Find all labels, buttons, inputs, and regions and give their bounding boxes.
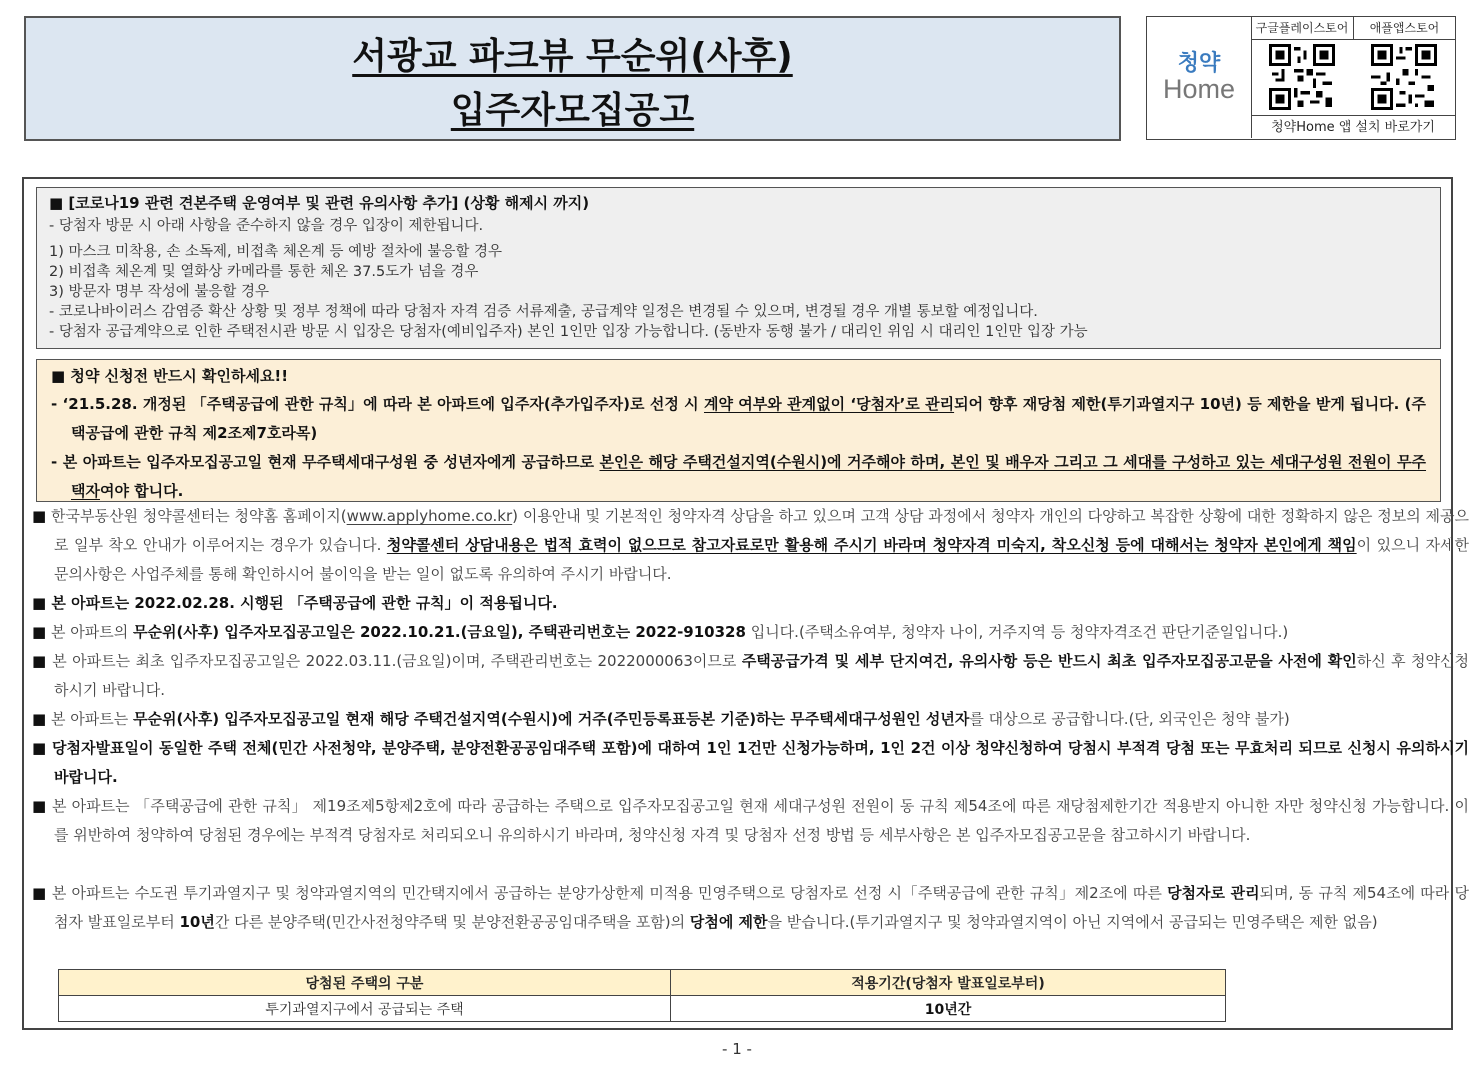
table-header: 당첨된 주택의 구분 bbox=[59, 970, 671, 996]
restriction-period-table bbox=[58, 969, 1226, 1022]
covid-item: - 코로나바이러스 감염증 확산 상황 및 정부 정책에 따라 당첨자 자격 검증 서류제출, 공급계약 일정은 변경될 수 있으며, 변경될 경우 개별 통보할 예정입니다. bbox=[49, 304, 1038, 320]
title-line-2: 입주자모집공고 bbox=[450, 90, 695, 131]
covid-item: - 당첨자 공급계약으로 인한 주택전시관 방문 시 입장은 당첨자(예비입주자) 본인 1인만 입장 가능합니다. (동반자 동행 불가 / 대리인 위임 시 대리인 1인만 입장 가능 bbox=[49, 324, 1088, 340]
table-header: 적용기간(당첨자 발표일로부터) bbox=[671, 970, 1226, 996]
table-header-row bbox=[59, 970, 1226, 996]
applyhome-link[interactable]: www.applyhome.co.kr bbox=[346, 507, 513, 525]
notice-eligibility: ■ 본 아파트는 무순위(사후) 입주자모집공고일 현재 해당 주택건설지역(수원시)에 거주(주민등록표등본 기준)하는 무주택세대구성원인 성년자를 대상으로 공급합니다.(단, 외국인은 청약 불가) bbox=[32, 710, 1290, 728]
logo-korean: 청약 bbox=[1177, 50, 1221, 76]
apple-store-qr-icon[interactable] bbox=[1371, 44, 1437, 110]
notice-winner-management: ■ 본 아파트는 수도권 투기과열지구 및 청약과열지역의 민간택지에서 공급하는 분양가상한제 미적용 민영주택으로 당첨자로 선정 시「주택공급에 관한 규칙」제2조에 따른 당첨자로 관리되며, 동 규칙 제54조에 따라 당첨자 발표일로부터 10년간 다른 분양주택(민간사전청약주택 및 분양전환공공임대주택을 포함)의 당첨에 제한을 받습니다.(투기과열지구 및 청약과열지역이 아닌 지역에서 공급되는 민영주택은 제한 없음) bbox=[32, 884, 1469, 931]
google-play-qr-icon[interactable] bbox=[1269, 44, 1335, 110]
applyhome-logo bbox=[1147, 17, 1252, 138]
table-cell: 투기과열지구에서 공급되는 주택 bbox=[59, 996, 671, 1022]
table-cell: 10년간 bbox=[671, 996, 1226, 1022]
covid-heading: ■ [코로나19 관련 견본주택 운영여부 및 관련 유의사항 추가] (상황 해제시 까지) bbox=[49, 194, 590, 212]
covid-item: 3) 방문자 명부 작성에 불응할 경우 bbox=[49, 284, 270, 300]
notice-rule-applied: ■ 본 아파트는 2022.02.28. 시행된 「주택공급에 관한 규칙」이 적용됩니다. bbox=[32, 594, 558, 612]
pre-application-check-box bbox=[36, 359, 1441, 502]
apple-store-label: 애플앱스토어 bbox=[1354, 17, 1455, 40]
notice-announcement-date: ■ 본 아파트의 무순위(사후) 입주자모집공고일은 2022.10.21.(금요일), 주택관리번호는 2022-910328 입니다.(주택소유여부, 청약자 나이, 거주지역 등 청약자격조건 판단기준일입니다.) bbox=[32, 623, 1289, 641]
check-item-1: - ‘21.5.28. 개정된 「주택공급에 관한 규칙」에 따라 본 아파트에 입주자(추가입주자)로 선정 시 계약 여부와 관계없이 ‘당첨자’로 관리되어 향후 재당첨 제한(투기과열지구 10년) 등 제한을 받게 됩니다. (주택공급에 관한 규칙 제2조제7호라목) bbox=[51, 395, 1427, 442]
check-heading: ■ 청약 신청전 반드시 확인하세요!! bbox=[51, 367, 289, 385]
title-box bbox=[24, 16, 1121, 141]
notice-rewin-restriction: ■ 본 아파트는 「주택공급에 관한 규칙」 제19조제5항제2호에 따라 공급하는 주택으로 입주자모집공고일 현재 세대구성원 전원이 동 규칙 제54조에 따른 재당첨제한기간 적용받지 아니한 자만 청약신청 가능합니다. 이를 위반하여 청약하여 당첨된 경우에는 부적격 당첨자로 처리되오니 유의하시기 바라며, 청약신청 자격 및 당첨자 선정 방법 등 세부사항은 본 입주자모집공고문을 참고하시기 바랍니다. bbox=[32, 797, 1469, 844]
page-number: - 1 - bbox=[722, 1040, 752, 1058]
check-item-2: - 본 아파트는 입주자모집공고일 현재 무주택세대구성원 중 성년자에게 공급하므로 본인은 해당 주택건설지역(수원시)에 거주해야 하며, 본인 및 배우자 그리고 그 세대를 구성하고 있는 세대구성원 전원이 무주택자여야 합니다. bbox=[51, 453, 1427, 500]
logo-english: Home bbox=[1162, 73, 1236, 104]
title-line-1: 서광교 파크뷰 무순위(사후) bbox=[352, 36, 793, 77]
app-install-box[interactable] bbox=[1146, 16, 1456, 140]
table-row bbox=[59, 996, 1226, 1022]
covid-notice-box bbox=[36, 187, 1441, 349]
notice-callcenter: ■ 한국부동산원 청약콜센터는 청약홈 홈페이지(www.applyhome.co.kr) 이용안내 및 기본적인 청약자격 상담을 하고 있으며 고객 상담 과정에서 청약자 개인의 다양하고 복잡한 상황에 대한 정확하지 않은 정보의 제공으로 일부 착오 안내가 이루어지는 경우가 있습니다. 청약콜센터 상담내용은 법적 효력이 없으므로 참고자료로만 활용해 주시기 바라며 청약자격 미숙지, 착오신청 등에 대해서는 청약자 본인에게 책임이 있으니 자세한 문의사항은 사업주체를 통해 확인하시어 불이익을 받는 일이 없도록 유의하여 주시기 바랍니다. bbox=[32, 507, 1470, 583]
app-install-link[interactable]: 청약Home 앱 설치 바로가기 bbox=[1251, 115, 1455, 139]
covid-item: 2) 비접촉 체온계 및 열화상 카메라를 통한 체온 37.5도가 넘을 경우 bbox=[49, 264, 479, 280]
covid-intro: - 당첨자 방문 시 아래 사항을 준수하지 않을 경우 입장이 제한됩니다. bbox=[49, 218, 484, 234]
notice-first-announcement: ■ 본 아파트는 최초 입주자모집공고일은 2022.03.11.(금요일)이며, 주택관리번호는 2022000063이므로 주택공급가격 및 세부 단지여건, 유의사항 등은 반드시 최초 입주자모집공고문을 사전에 확인하신 후 청약신청하시기 바랍니다. bbox=[32, 652, 1469, 699]
covid-item: 1) 마스크 미착용, 손 소독제, 비접촉 체온계 등 예방 절차에 불응할 경우 bbox=[49, 244, 502, 260]
notice-one-application: ■ 당첨자발표일이 동일한 주택 전체(민간 사전청약, 분양주택, 분양전환공공임대주택 포함)에 대하여 1인 1건만 신청가능하며, 1인 2건 이상 청약신청하여 당첨시 부적격 당첨 또는 무효처리 되므로 신청시 유의하시기 바랍니다. bbox=[32, 739, 1469, 786]
notice-body bbox=[22, 177, 1470, 1030]
google-play-label: 구글플레이스토어 bbox=[1251, 17, 1354, 40]
